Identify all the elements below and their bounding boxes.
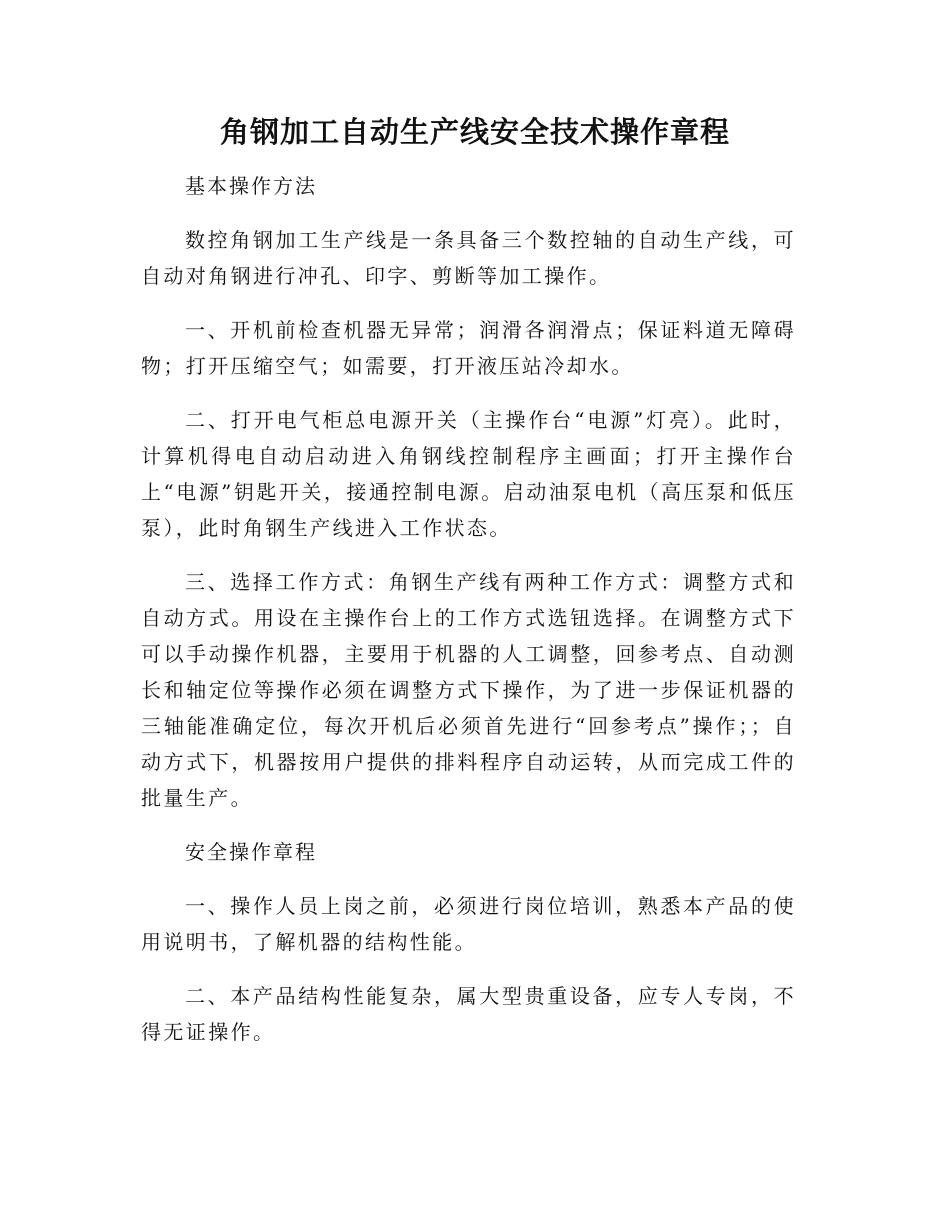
rule-2-paragraph: 二、本产品结构性能复杂，属大型贵重设备，应专人专岗，不得无证操作。 [141,984,796,1044]
section-heading-safety-rules: 安全操作章程 [185,840,317,864]
document-title: 角钢加工自动生产线安全技术操作章程 [219,115,730,149]
intro-paragraph: 数控角钢加工生产线是一条具备三个数控轴的自动生产线，可自动对角钢进行冲孔、印字、剪断等加工操作。 [141,228,796,288]
section-heading-basic-operation: 基本操作方法 [185,174,317,198]
rule-1-paragraph: 一、操作人员上岗之前，必须进行岗位培训，熟悉本产品的使用说明书，了解机器的结构性能。 [141,894,796,954]
step-2-paragraph: 二、打开电气柜总电源开关（主操作台“电源”灯亮）。此时，计算机得电自动启动进入角钢线控制程序主画面；打开主操作台上“电源”钥匙开关，接通控制电源。启动油泵电机（高压泵和低压泵），此时角钢生产线进入工作状态。 [141,408,796,540]
document-body [141,168,796,1068]
step-1-paragraph: 一、开机前检查机器无异常；润滑各润滑点；保证料道无障碍物；打开压缩空气；如需要，打开液压站冷却水。 [141,318,796,378]
step-3-paragraph: 三、选择工作方式：角钢生产线有两种工作方式：调整方式和自动方式。用设在主操作台上的工作方式选钮选择。在调整方式下可以手动操作机器，主要用于机器的人工调整，回参考点、自动测长和轴定位等操作必须在调整方式下操作，为了进一步保证机器的三轴能准确定位，每次开机后必须首先进行“回参考点”操作；；自动方式下，机器按用户提供的排料程序自动运转，从而完成工件的批量生产。 [141,570,796,810]
